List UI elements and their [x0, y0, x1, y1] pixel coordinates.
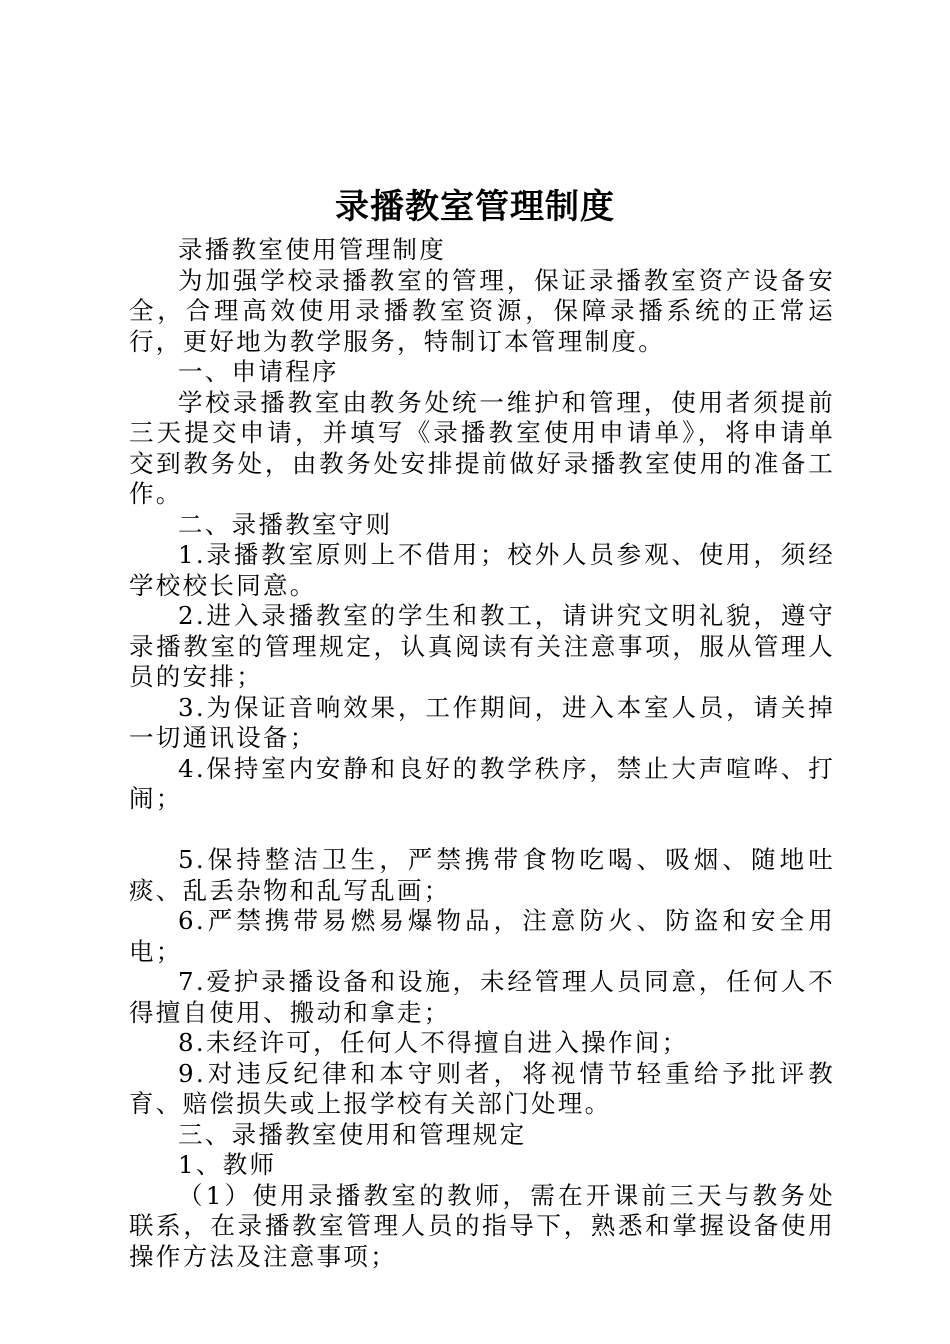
document-body: [129, 235, 835, 1272]
paragraph-subtitle: 录播教室使用管理制度: [178, 235, 446, 264]
rule-item-1: 1.录播教室原则上不借用；校外人员参观、使用，须经学校校长同意。: [129, 540, 835, 600]
rule-item-3: 3.为保证音响效果，工作期间，进入本室人员，请关掉一切通讯设备；: [129, 692, 835, 752]
rule-item-5: 5.保持整洁卫生，严禁携带食物吃喝、吸烟、随地吐痰、乱丢杂物和乱写乱画；: [129, 845, 835, 905]
document-title: 录播教室管理制度: [335, 187, 615, 227]
rule-item-9: 9.对违反纪律和本守则者，将视情节轻重给予批评教育、赔偿损失或上报学校有关部门处理。: [129, 1058, 835, 1118]
subsection-heading-teacher: 1、教师: [178, 1150, 277, 1179]
section-heading-3: 三、录播教室使用和管理规定: [178, 1119, 527, 1149]
rule-item-8: 8.未经许可，任何人不得擅自进入操作间；: [178, 1028, 689, 1057]
rule-item-7: 7.爱护录播设备和设施，未经管理人员同意，任何人不得擅自使用、搬动和拿走；: [129, 967, 835, 1027]
paragraph-application: 学校录播教室由教务处统一维护和管理，使用者须提前三天提交申请，并填写《录播教室使用申请单》，将申请单交到教务处，由教务处安排提前做好录播教室使用的准备工作。: [129, 387, 835, 508]
section-heading-1: 一、申请程序: [178, 357, 339, 386]
rule-item-2: 2.进入录播教室的学生和教工，请讲究文明礼貌，遵守录播教室的管理规定，认真阅读有关注意事项，服从管理人员的安排；: [129, 601, 835, 691]
rule-item-6: 6.严禁携带易燃易爆物品，注意防火、防盗和安全用电；: [129, 906, 835, 966]
paragraph-intro: 为加强学校录播教室的管理，保证录播教室资产设备安全，合理高效使用录播教室资源，保障录播系统的正常运行，更好地为教学服务，特制订本管理制度。: [129, 265, 835, 356]
section-heading-2: 二、录播教室守则: [178, 509, 393, 539]
rule-item-4: 4.保持室内安静和良好的教学秩序，禁止大声喧哗、打闹；: [129, 753, 835, 813]
teacher-item-1: （1）使用录播教室的教师，需在开课前三天与教务处联系，在录播教室管理人员的指导下，熟悉和掌握设备使用操作方法及注意事项；: [129, 1180, 835, 1271]
